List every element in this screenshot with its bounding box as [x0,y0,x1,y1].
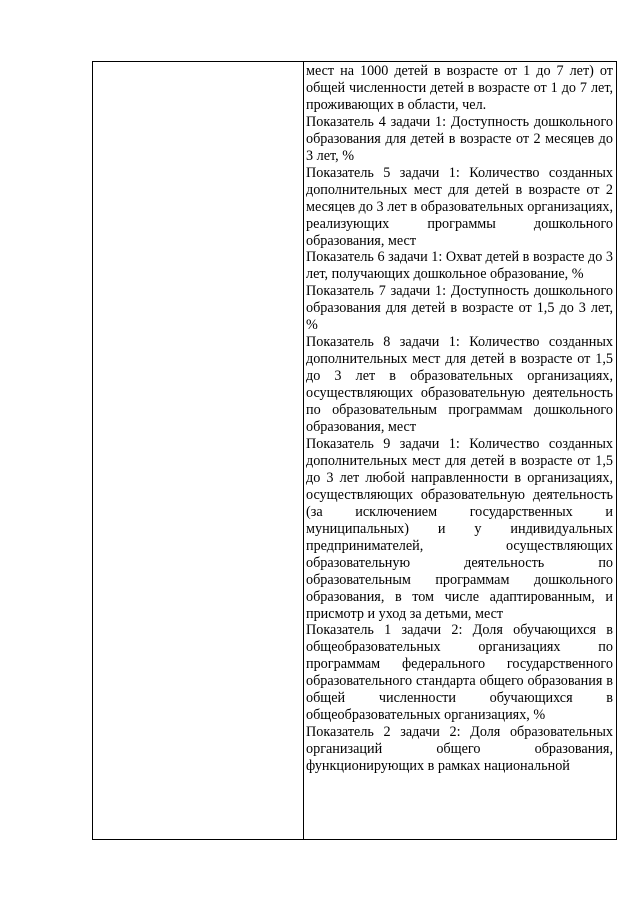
indicator-8-task-1: Показатель 8 задачи 1: Количество созданных дополнительных мест для детей в возрасте от 1,5 до 3 лет в образовательных организациях, осуществляющих образовательную деятельность по образовательным программам дошкольного образования, мест [306,334,613,436]
indicator-5-task-1: Показатель 5 задачи 1: Количество созданных дополнительных мест для детей в возрасте от 2 месяцев до 3 лет в образовательных организациях, реализующих программы дошкольного образования, мест [306,164,613,249]
indicator-7-task-1: Показатель 7 задачи 1: Доступность дошкольного образования для детей в возрасте от 1,5 до 3 лет, % [306,283,613,334]
indicator-1-task-2: Показатель 1 задачи 2: Доля обучающихся в общеобразовательных организациях по программам федерального государственного образовательного стандарта общего образования в общей численности обучающихся в общеобразовательных организациях, % [306,622,613,724]
indicators-cell [306,63,613,775]
document-table [92,61,617,840]
paragraph-continuation: мест на 1000 детей в возрасте от 1 до 7 лет) от общей численности детей в возрасте от 1 до 7 лет, проживающих в области, чел. [306,63,613,113]
indicator-4-task-1: Показатель 4 задачи 1: Доступность дошкольного образования для детей в возрасте от 2 месяцев до 3 лет, % [306,113,613,164]
column-divider [303,62,304,839]
indicator-9-task-1: Показатель 9 задачи 1: Количество созданных дополнительных мест для детей в возрасте от 1,5 до 3 лет любой направленности в организациях, осуществляющих образовательную деятельность (за исключением государственных и муниципальных) и у индивидуальных предпринимателей, осуществляющих образовательную деятельность по образовательным программам дошкольного образования, в том числе адаптированным, и присмотр и уход за детьми, мест [306,435,613,622]
empty-left-cell [93,62,303,839]
indicator-2-task-2: Показатель 2 задачи 2: Доля образовательных организаций общего образования, функционирующих в рамках национальной [306,724,613,775]
indicator-6-task-1: Показатель 6 задачи 1: Охват детей в возрасте до 3 лет, получающих дошкольное образование, % [306,249,613,283]
